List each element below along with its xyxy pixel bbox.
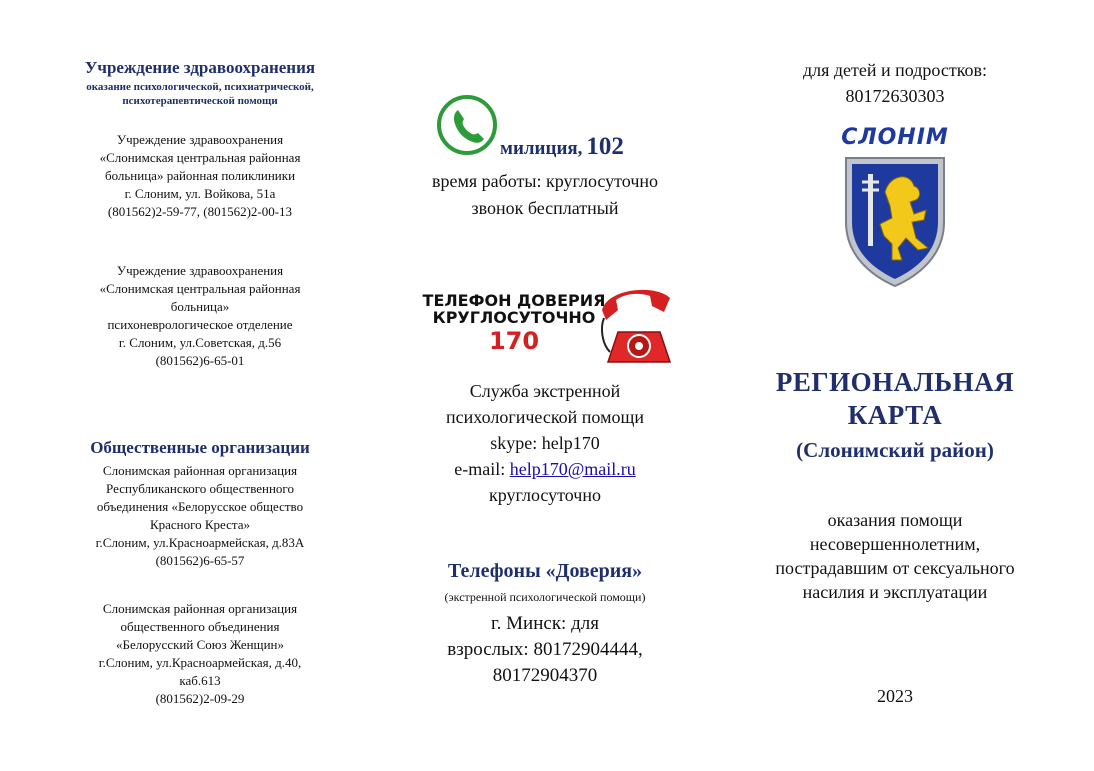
police-line <box>380 133 710 161</box>
desc-line-1: оказания помощи <box>827 510 963 530</box>
clinic-line: Учреждение здравоохранения <box>116 132 284 147</box>
psych-dept-block <box>40 262 360 370</box>
psych-line: г. Слоним, ул.Советская, д.56 <box>118 335 282 350</box>
map-region: (Слонимский район) <box>796 438 994 462</box>
womens-union-line: общественного объединения <box>120 619 280 634</box>
trust-line-sub: КРУГЛОСУТОЧНО <box>432 308 596 327</box>
skype-contact: skype: help170 <box>490 433 600 453</box>
healthcare-title: Учреждение здравоохранения <box>84 58 316 77</box>
police-free-call: звонок бесплатный <box>471 198 619 218</box>
service-line-2: психологической помощи <box>446 407 644 427</box>
left-panel <box>40 0 360 771</box>
minsk-line-1: г. Минск: для <box>491 613 599 634</box>
red-cross-line: Слонимская районная организация <box>102 463 298 478</box>
trust-phones-title: Телефоны «Доверия» <box>447 560 643 582</box>
psych-line: больница» <box>170 299 230 314</box>
police-label: милиция, <box>500 138 583 159</box>
clinic-line: больница» районная поликлиники <box>104 168 296 183</box>
kids-number: 80172630303 <box>845 86 945 106</box>
womens-union-block <box>40 600 360 708</box>
public-orgs-title: Общественные организации <box>90 438 310 457</box>
trust-phones-subtitle: (экстренной психологической помощи) <box>444 590 646 604</box>
womens-union-line: «Белорусский Союз Женщин» <box>116 637 284 652</box>
red-cross-line: г.Слоним, ул.Красноармейская, д.83А <box>95 535 305 550</box>
red-cross-line: Республиканского общественного <box>106 481 294 496</box>
email-link[interactable]: help170@mail.ru <box>509 459 636 479</box>
minsk-line-3: 80172904370 <box>492 665 598 686</box>
map-title-line-2: КАРТА <box>847 400 943 430</box>
red-cross-line: Красного Креста» <box>149 517 251 532</box>
around-clock: круглосуточно <box>488 485 601 505</box>
red-cross-line: объединения «Белорусское общество <box>96 499 304 514</box>
psych-line: психоневрологическое отделение <box>107 317 293 332</box>
red-cross-block <box>40 462 360 570</box>
email-label: e-mail: <box>454 459 510 479</box>
minsk-line-2: взрослых: 80172904444, <box>447 639 643 660</box>
womens-union-line: каб.613 <box>179 673 221 688</box>
psych-line: (801562)6-65-01 <box>155 353 245 368</box>
healthcare-subtitle: оказание психологической, психиатрической, психотерапевтической помощи <box>86 81 314 107</box>
police-number: 102 <box>586 133 624 160</box>
clinic-block <box>40 131 360 221</box>
psych-line: Учреждение здравоохранения <box>116 263 284 278</box>
service-line-1: Служба экстренной <box>469 381 621 401</box>
police-hours: время работы: круглосуточно <box>431 171 659 191</box>
kids-label: для детей и подростков: <box>802 60 988 80</box>
right-panel <box>730 0 1060 771</box>
middle-panel <box>380 0 710 771</box>
healthcare-header <box>40 58 360 108</box>
clinic-line: (801562)2-59-77, (801562)2-00-13 <box>107 204 293 219</box>
red-telephone-icon <box>594 282 676 368</box>
desc-line-2: несовершеннолетним, <box>809 534 981 554</box>
clinic-line: «Слонимская центральная районная <box>99 150 301 165</box>
trust-line-title: ТЕЛЕФОН ДОВЕРИЯ <box>422 291 606 310</box>
womens-union-line: г.Слоним, ул.Красноармейская, д.40, <box>98 655 302 670</box>
crest-caption: СЛОНІМ <box>841 125 949 150</box>
womens-union-line: (801562)2-09-29 <box>155 691 245 706</box>
red-cross-line: (801562)6-65-57 <box>155 553 245 568</box>
trust-line-number: 170 <box>488 327 540 355</box>
year: 2023 <box>877 686 913 706</box>
email-contact <box>380 456 710 482</box>
womens-union-line: Слонимская районная организация <box>102 601 298 616</box>
slonim-coat-of-arms-icon <box>840 152 950 290</box>
desc-line-4: насилия и эксплуатации <box>802 582 988 602</box>
clinic-line: г. Слоним, ул. Войкова, 51а <box>124 186 276 201</box>
desc-line-3: пострадавшим от сексуального <box>775 558 1015 578</box>
trust-line-logo <box>414 292 614 356</box>
map-title-line-1: РЕГИОНАЛЬНАЯ <box>775 367 1015 397</box>
psych-line: «Слонимская центральная районная <box>99 281 301 296</box>
